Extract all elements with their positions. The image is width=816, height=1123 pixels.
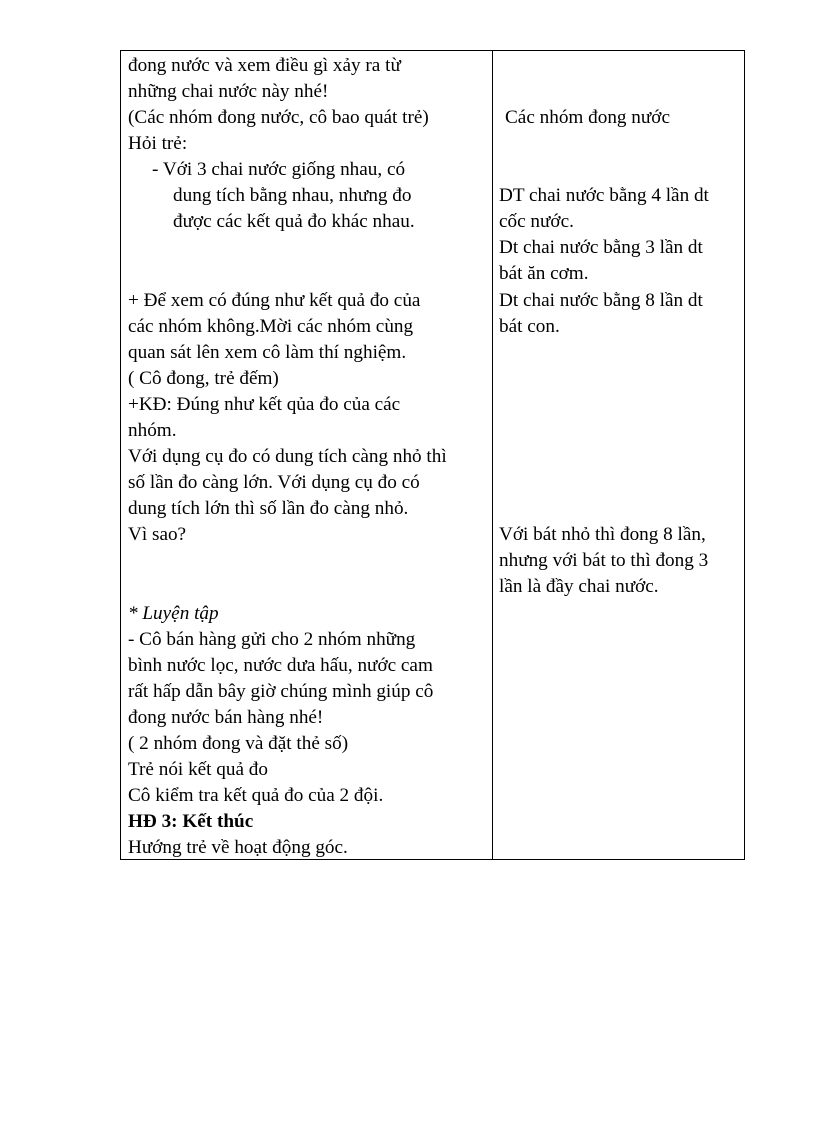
left-line-6: dung tích bằng nhau, nhưng đo: [173, 185, 412, 206]
left-line-19: - Cô bán hàng gửi cho 2 nhóm những: [128, 629, 416, 650]
left-line-2: những chai nước này nhé!: [128, 81, 329, 102]
left-line-15: số lần đo càng lớn. Với dụng cụ đo có: [128, 472, 420, 493]
practice-heading: * Luyện tập: [128, 603, 219, 624]
left-line-21: rất hấp dẫn bây giờ chúng mình giúp cô: [128, 681, 434, 702]
right-line-5: bát ăn cơm.: [499, 263, 589, 284]
left-line-20: bình nước lọc, nước dưa hấu, nước cam: [128, 655, 433, 676]
right-line-4: Dt chai nước bằng 3 lần dt: [499, 237, 703, 258]
left-line-1: đong nước và xem điều gì xảy ra từ: [128, 55, 401, 76]
column-divider: [492, 51, 493, 859]
left-line-17: Vì sao?: [128, 524, 187, 545]
left-line-11: ( Cô đong, trẻ đếm): [128, 368, 279, 389]
left-line-4: Hỏi trẻ:: [128, 133, 188, 154]
left-line-22: đong nước bán hàng nhé!: [128, 707, 324, 728]
left-line-13: nhóm.: [128, 420, 177, 441]
right-line-3: cốc nước.: [499, 211, 574, 232]
right-line-6: Dt chai nước bằng 8 lần dt: [499, 290, 703, 311]
left-line-25: Cô kiểm tra kết quả đo của 2 đội.: [128, 785, 384, 806]
left-line-12: +KĐ: Đúng như kết qủa đo của các: [128, 394, 401, 415]
left-line-9: các nhóm không.Mời các nhóm cùng: [128, 316, 414, 337]
left-line-3: (Các nhóm đong nước, cô bao quát trẻ): [128, 107, 429, 128]
left-line-23: ( 2 nhóm đong và đặt thẻ số): [128, 733, 349, 754]
left-line-5: - Với 3 chai nước giống nhau, có: [152, 159, 406, 180]
left-line-10: quan sát lên xem cô làm thí nghiệm.: [128, 342, 407, 363]
left-line-7: được các kết quả đo khác nhau.: [173, 211, 415, 232]
activity-3-heading: HĐ 3: Kết thúc: [128, 811, 254, 832]
right-line-10: lần là đầy chai nước.: [499, 576, 659, 597]
lesson-table: [120, 50, 745, 860]
left-line-27: Hướng trẻ về hoạt động góc.: [128, 837, 348, 858]
right-line-9: nhưng với bát to thì đong 3: [499, 550, 709, 571]
right-line-2: DT chai nước bằng 4 lần dt: [499, 185, 709, 206]
right-line-8: Với bát nhỏ thì đong 8 lần,: [499, 524, 706, 545]
right-line-7: bát con.: [499, 316, 560, 337]
left-line-8: + Để xem có đúng như kết quả đo của: [128, 290, 421, 311]
left-line-24: Trẻ nói kết quả đo: [128, 759, 268, 780]
left-line-14: Với dụng cụ đo có dung tích càng nhỏ thì: [128, 446, 447, 467]
left-line-16: dung tích lớn thì số lần đo càng nhỏ.: [128, 498, 409, 519]
right-line-1: Các nhóm đong nước: [505, 107, 670, 128]
